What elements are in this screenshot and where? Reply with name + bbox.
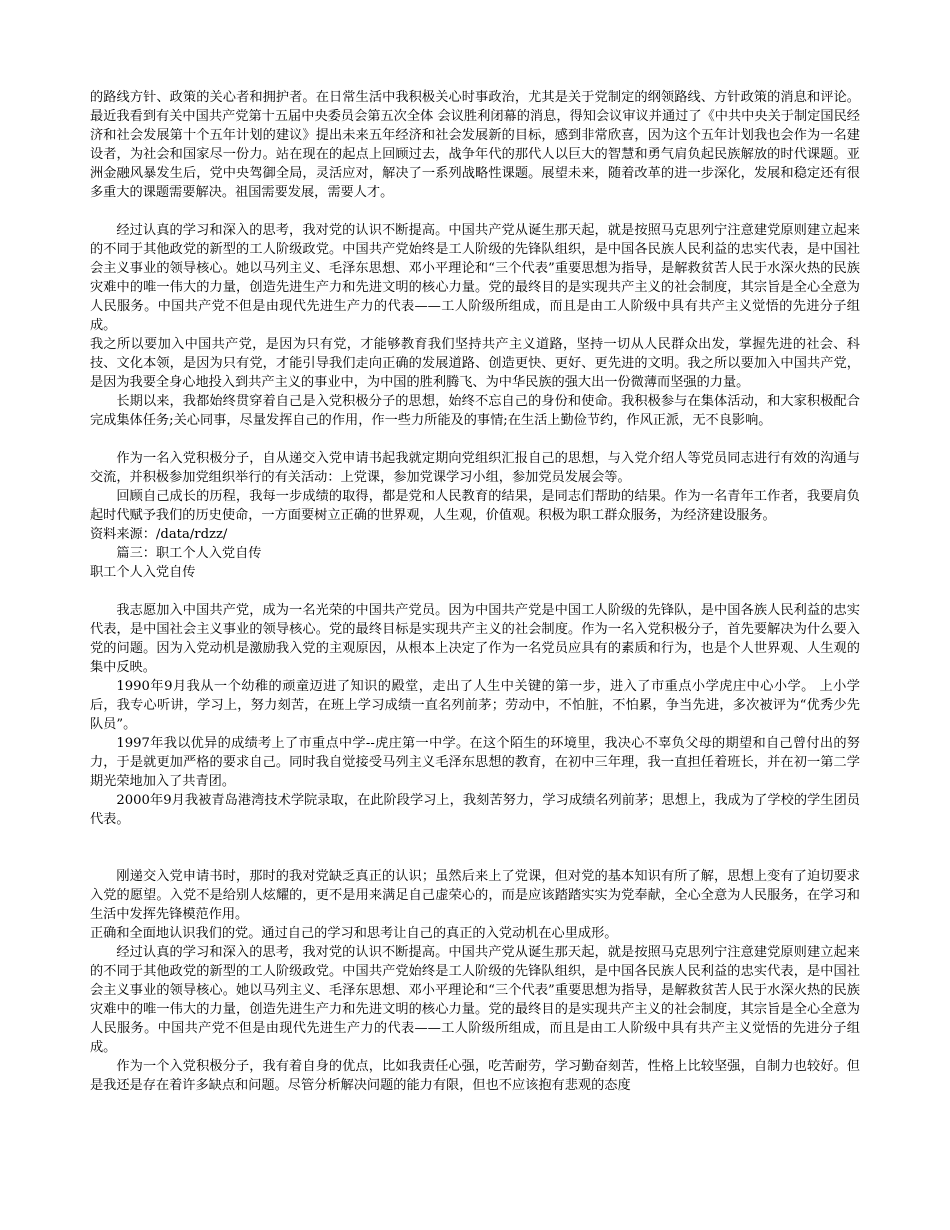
paragraph: 的路线方针、政策的关心者和拥护者。在日常生活中我积极关心时事政治，尤其是关于党制定的纲领路线、方针政策的消息和评论。最近我看到有关中国共产党第十五届中央委员会第五次全体 会议胜利闭幕的消息，得知会议审议并通过了《中共中央关于制定国民经济和社会发展第十个五年计划的建议》提出未来五年经济和社会发展新的目标，感到非常欣喜，因为这个五年计划我也会作为一名建设者，为社会和国家尽一份力。站在现在的起点上回顾过去，战争年代的那代人以巨大的智慧和勇气肩负起民族解放的时代课题。亚洲金融风暴发生后，党中央驾御全局，灵活应对，解决了一系列战略性课题。展望未来，随着改革的进一步深化，发展和稳定还有很多重大的课题需要解决。祖国需要发展，需要人才。 xyxy=(90,90,860,200)
paragraph: 我之所以要加入中国共产党，是因为只有党，才能够教育我们坚持共产主义道路，坚持一切从人民群众出发，掌握先进的社会、科技、文化本领，是因为只有党，才能引导我们走向正确的发展道路、创造更快、更好、更先进的文明。我之所以要加入中国共产党，是因为我要全身心地投入到共产主义的事业中，为中国的胜利腾飞、为中华民族的强大出一份微薄而坚强的力量。 xyxy=(90,337,860,390)
paragraph: 正确和全面地认识我们的党。通过自己的学习和思考让自己的真正的入党动机在心里成形。 xyxy=(90,926,618,941)
paragraph: 经过认真的学习和深入的思考，我对党的认识不断提高。中国共产党从诞生那天起，就是按照马克思列宁注意建党原则建立起来的不同于其他政党的新型的工人阶级政党。中国共产党始终是工人阶级的先锋队组织，是中国各民族人民利益的忠实代表，是中国社会主义事业的领导核心。她以马列主义、毛泽东思想、邓小平理论和“三个代表”重要思想为指导，是解救贫苦人民于水深火热的民族灾难中的唯一伟大的力量，创造先进生产力和先进文明的核心力量。党的最终目的是实现共产主义的社会制度，其宗旨是全心全意为人民服务。中国共产党不但是由现代先进生产力的代表——工人阶级所组成，而且是由工人阶级中具有共产主义觉悟的先进分子组成。 xyxy=(90,945,860,1055)
blank-line xyxy=(90,829,860,867)
paragraph: 刚递交入党申请书时，那时的我对党缺乏真正的认识；虽然后来上了党课，但对党的基本知识有所了解，思想上变有了迫切要求入党的愿望。入党不是给别人炫耀的，更不是用来满足自己虚荣心的，而是应该踏踏实实为党奉献，全心全意为人民服务，在学习和生活中发挥先锋模范作用。 xyxy=(90,869,860,922)
paragraph: 经过认真的学习和深入的思考，我对党的认识不断提高。中国共产党从诞生那天起，就是按照马克思列宁注意建党原则建立起来的不同于其他政党的新型的工人阶级政党。中国共产党始终是工人阶级的先锋队组织，是中国各民族人民利益的忠实代表，是中国社会主义事业的领导核心。她以马列主义、毛泽东思想、邓小平理论和“三个代表”重要思想为指导，是解救贫苦人民于水深火热的民族灾难中的唯一伟大的力量，创造先进生产力和先进文明的核心力量。党的最终目的是实现共产主义的社会制度，其宗旨是全心全意为人民服务。中国共产党不但是由现代先进生产力的代表——工人阶级所组成，而且是由工人阶级中具有共产主义觉悟的先进分子组成。 xyxy=(90,223,860,333)
blank-line xyxy=(90,430,860,449)
paragraph: 作为一个入党积极分子，我有着自身的优点，比如我责任心强，吃苦耐劳，学习勤奋刻苦，性格上比较坚强，自制力也较好。但是我还是存在着许多缺点和问题。尽管分析解决问题的能力有限，但也不应该抱有悲观的态度 xyxy=(90,1059,860,1093)
section-heading: 篇三：职工个人入党自传 xyxy=(116,546,262,561)
blank-line xyxy=(90,582,860,601)
paragraph: 我志愿加入中国共产党，成为一名光荣的中国共产党员。因为中国共产党是中国工人阶级的先锋队，是中国各族人民利益的忠实代表，是中国社会主义事业的领导核心。党的最终目标是实现共产主义的社会制度。作为一名入党积极分子，首先要解决为什么要入党的问题。因为入党动机是激励我入党的主观原因，从根本上决定了作为一名党员应具有的素质和行为，也是个人世界观、人生观的集中反映。 xyxy=(90,603,860,675)
blank-line xyxy=(90,202,860,221)
paragraph: 回顾自己成长的历程，我每一步成绩的取得，都是党和人民教育的结果，是同志们帮助的结果。作为一名青年工作者，我要肩负起时代赋予我们的历史使命，一方面要树立正确的世界观，人生观，价值观。积极为职工群众服务，为经济建设服务。 xyxy=(90,489,860,523)
paragraph: 长期以来，我都始终贯穿着自己是入党积极分子的思想，始终不忘自己的身份和使命。我积极参与在集体活动，和大家积极配合完成集体任务;关心同事，尽量发挥自己的作用，作一些力所能及的事情;在生活上勤俭节约，作风正派，无不良影响。 xyxy=(90,394,860,428)
paragraph: 2000年9月我被青岛港湾技术学院录取，在此阶段学习上，我刻苦努力，学习成绩名列前茅；思想上，我成为了学校的学生团员代表。 xyxy=(90,793,860,827)
document-title: 职工个人入党自传 xyxy=(90,565,196,580)
paragraph: 1997年我以优异的成绩考上了市重点中学--虎庄第一中学。在这个陌生的环境里，我决心不辜负父母的期望和自己曾付出的努力，于是就更加严格的要求自己。同时我自觉接受马列主义毛泽东思想的教育，在初中三年理，我一直担任着班长，并在初一第二学期光荣地加入了共青团。 xyxy=(90,736,860,789)
document-body xyxy=(90,88,860,1095)
source-line: 资料来源：/data/rdzz/ xyxy=(90,527,228,542)
paragraph: 1990年9月我从一个幼稚的顽童迈进了知识的殿堂，走出了人生中关键的第一步，进入了市重点小学虎庄中心小学。 上小学后，我专心听讲，学习上，努力刻苦，在班上学习成绩一直名列前茅；劳动中，不怕脏，不怕累，争当先进，多次被评为“优秀少先队员”。 xyxy=(90,679,860,732)
paragraph: 作为一名入党积极分子，自从递交入党申请书起我就定期向党组织汇报自己的思想，与入党介绍人等党员同志进行有效的沟通与交流，并积极参加党组织举行的有关活动：上党课，参加党课学习小组，参加党员发展会等。 xyxy=(90,451,860,485)
